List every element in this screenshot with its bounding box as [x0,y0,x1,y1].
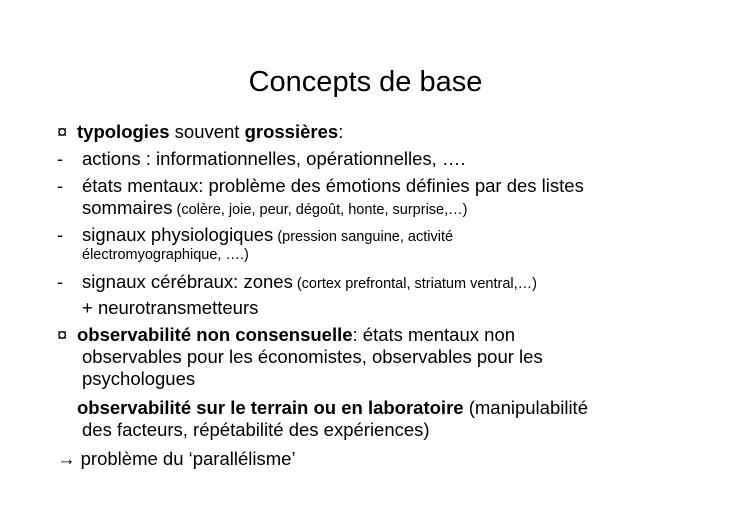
sub-physio-line2: électromyographique, ….) [82,247,249,263]
consensus-bold: observabilité non consensuelle [77,324,353,345]
item-terrain-line2: des facteurs, répétabilité des expériences) [82,419,430,440]
item-terrain-line1 [77,397,588,419]
parallelisme-text: problème du ‘parallélisme’ [75,448,296,469]
item-consensus-line3: psychologues [82,368,196,389]
typologies-text: souvent [169,121,245,142]
terrain-bold: observabilité sur le terrain ou en laboratoire [77,397,464,418]
physio-examples: (pression sanguine, activité [273,229,454,245]
typologies-bold: typologies [77,121,170,142]
typologies-colon: : [338,121,344,142]
item-parallelisme [57,448,296,470]
sub-cerebraux-line1 [82,271,537,295]
sub-cerebraux-line2: + neurotransmetteurs [82,297,259,318]
sub-etats-line1: états mentaux: problème des émotions définies par des listes [82,175,584,196]
emotions-list: (colère, joie, peur, dégoût, honte, surprise,…) [172,202,468,218]
consensus-rest: : états mentaux non [352,324,516,345]
dash-bullet: - [57,271,64,292]
cerebraux-examples: (cortex prefrontal, striatum ventral,…) [292,276,537,292]
grossieres-bold: grossières [244,121,339,142]
slide-title: Concepts de base [248,66,483,98]
sub-actions: actions : informationnelles, opérationnelles, …. [82,148,466,169]
physio-text: signaux physiologiques [82,224,274,245]
sub-etats-line2 [82,197,467,221]
item-consensus-line1 [77,324,515,346]
sommaires-text: sommaires [82,197,173,218]
currency-bullet: ¤ [57,121,68,142]
dash-bullet: - [57,148,64,169]
currency-bullet: ¤ [57,324,68,345]
dash-bullet: - [57,224,64,245]
item-consensus-line2: observables pour les économistes, observables pour les [82,346,543,367]
dash-bullet: - [57,175,64,196]
item-typologies [77,121,343,143]
arrow-icon: → [57,448,76,469]
cerebraux-text: signaux cérébraux: zones [82,271,293,292]
terrain-rest: (manipulabilité [463,397,588,418]
